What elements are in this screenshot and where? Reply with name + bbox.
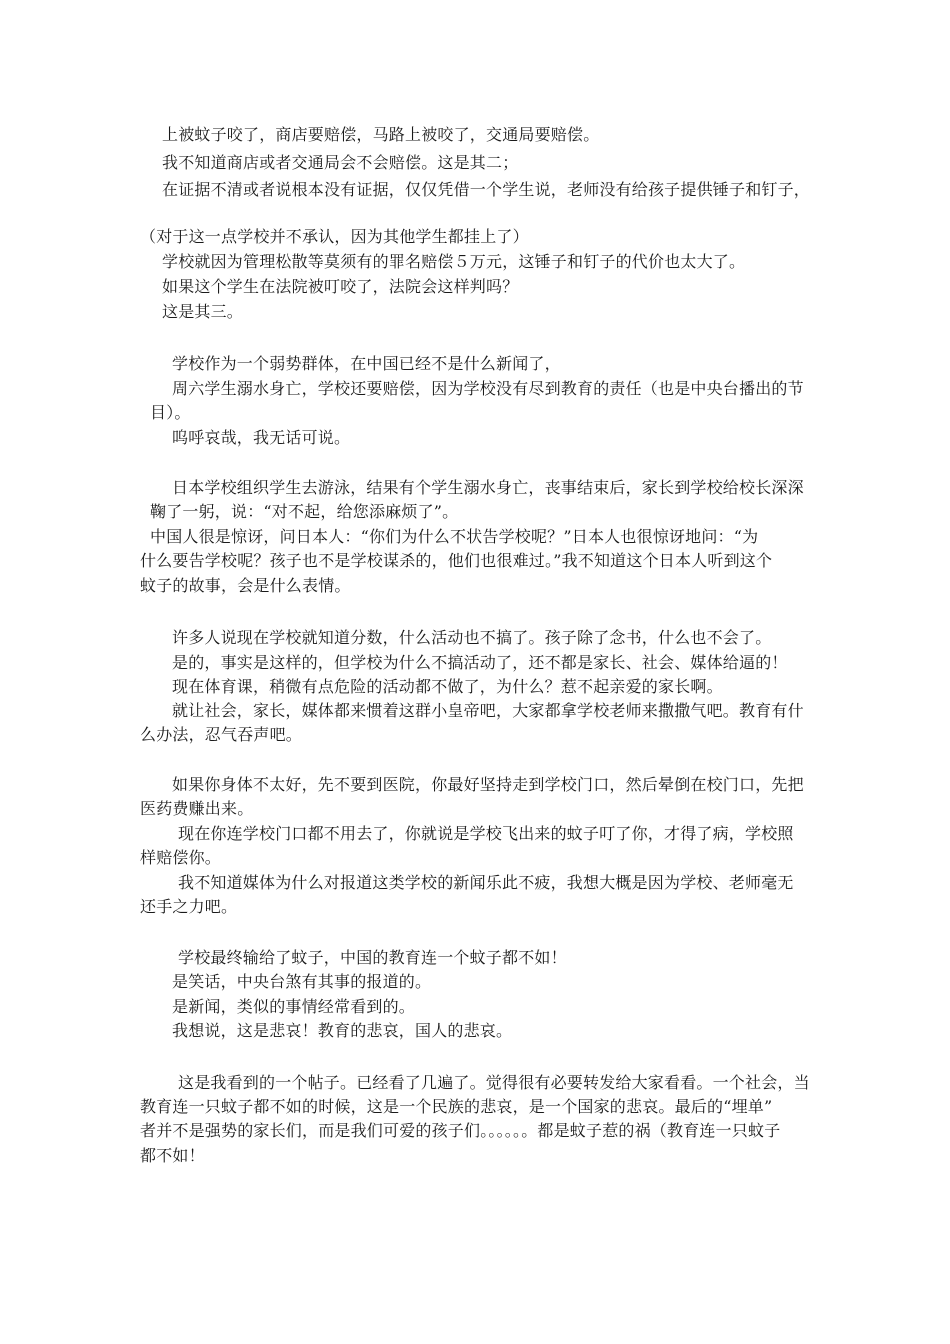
- text-line: 这是我看到的一个帖子。已经看了几遍了。觉得很有必要转发给大家看看。一个社会，当: [178, 1073, 810, 1092]
- text-line: 上被蚊子咬了，商店要赔偿，马路上被咬了，交通局要赔偿。: [162, 125, 600, 144]
- text-line: 是笑话，中央台煞有其事的报道的。: [172, 972, 432, 991]
- text-line: 我想说，这是悲哀！教育的悲哀，国人的悲哀。: [172, 1021, 513, 1040]
- text-line: 是的，事实是这样的，但学校为什么不搞活动了，还不都是家长、社会、媒体给逼的！: [172, 653, 788, 672]
- text-line: 都不如！: [140, 1146, 205, 1165]
- text-line: 这是其三。: [162, 302, 244, 321]
- text-line: 我不知道媒体为什么对报道这类学校的新闻乐此不疲，我想大概是因为学校、老师毫无: [178, 873, 794, 892]
- text-line: 什么要告学校呢？孩子也不是学校谋杀的，他们也很难过。”我不知道这个日本人听到这个: [140, 551, 773, 570]
- text-line: 目）。: [150, 403, 191, 422]
- text-line: 呜呼哀哉，我无话可说。: [172, 428, 351, 447]
- text-line: 学校最终输给了蚊子，中国的教育连一个蚊子都不如！: [178, 948, 567, 967]
- text-line: 者并不是强势的家长们，而是我们可爱的孩子们。。。。。。都是蚊子惹的祸（教育连一只蚊子: [140, 1121, 781, 1140]
- text-line: 就让社会，家长，媒体都来惯着这群小皇帝吧，大家都拿学校老师来撒撒气吧。教育有什: [172, 701, 804, 720]
- text-line: 现在你连学校门口都不用去了，你就说是学校飞出来的蚊子叮了你，才得了病，学校照: [178, 824, 794, 843]
- text-line: 医药费赚出来。: [140, 799, 254, 818]
- text-line: 日本学校组织学生去游泳，结果有个学生溺水身亡，丧事结束后，家长到学校给校长深深: [172, 478, 804, 497]
- text-line: 如果这个学生在法院被叮咬了，法院会这样判吗？: [162, 277, 519, 296]
- text-line: 中国人很是惊讶，问日本人：“你们为什么不状告学校呢？”日本人也很惊讶地问：“为: [150, 527, 759, 546]
- text-line: 样赔偿你。: [140, 848, 222, 867]
- text-line: 还手之力吧。: [140, 897, 238, 916]
- text-line: 么办法，忍气吞声吧。: [140, 725, 303, 744]
- text-line: 如果你身体不太好，先不要到医院，你最好坚持走到学校门口，然后晕倒在校门口，先把: [172, 775, 804, 794]
- text-line: 在证据不清或者说根本没有证据，仅仅凭借一个学生说，老师没有给孩子提供锤子和钉子，: [162, 180, 811, 199]
- text-line: 许多人说现在学校就知道分数，什么活动也不搞了。孩子除了念书，什么也不会了。: [172, 628, 772, 647]
- text-line: 是新闻，类似的事情经常看到的。: [172, 997, 416, 1016]
- text-line: 我不知道商店或者交通局会不会赔偿。这是其二；: [162, 153, 519, 172]
- text-line: 学校作为一个弱势群体，在中国已经不是什么新闻了，: [172, 354, 561, 373]
- text-line: 教育连一只蚊子都不如的时候，这是一个民族的悲哀，是一个国家的悲哀。最后的“埋单”: [140, 1097, 773, 1116]
- text-line: 学校就因为管理松散等莫须有的罪名赔偿５万元，这锤子和钉子的代价也太大了。: [162, 252, 746, 271]
- text-line: 鞠了一躬，说：“对不起，给您添麻烦了”。: [150, 502, 459, 521]
- text-line: 蚊子的故事，会是什么表情。: [140, 576, 351, 595]
- text-line: 现在体育课，稍微有点危险的活动都不做了，为什么？惹不起亲爱的家长啊。: [172, 677, 723, 696]
- text-line: 周六学生溺水身亡，学校还要赔偿，因为学校没有尽到教育的责任（也是中央台播出的节: [172, 379, 804, 398]
- text-line: （对于这一点学校并不承认，因为其他学生都挂上了）: [140, 227, 529, 246]
